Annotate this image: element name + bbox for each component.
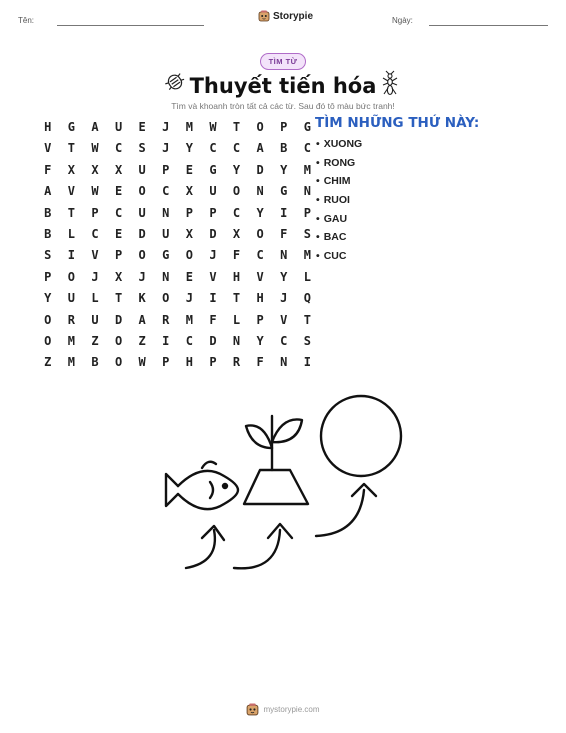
grid-letter[interactable]: U xyxy=(138,162,146,177)
grid-letter[interactable]: U xyxy=(67,291,75,306)
grid-letter[interactable]: T xyxy=(67,205,75,220)
date-line xyxy=(429,25,548,26)
grid-letter[interactable]: P xyxy=(185,205,193,220)
grid-letter[interactable]: H xyxy=(256,291,264,306)
arrow-1 xyxy=(186,530,215,568)
grid-letter[interactable]: S xyxy=(303,226,311,241)
word-text: RONG xyxy=(323,156,356,169)
bullet-icon: • xyxy=(316,175,320,188)
grid-letter[interactable]: Y xyxy=(280,269,288,284)
grid-letter[interactable]: U xyxy=(209,184,217,199)
grid-letter[interactable]: U xyxy=(91,312,99,327)
grid-letter[interactable]: D xyxy=(114,312,123,327)
grid-letter[interactable]: O xyxy=(67,269,75,284)
grid-letter[interactable]: I xyxy=(162,333,170,348)
grid-letter[interactable]: W xyxy=(91,184,99,199)
grid-letter[interactable]: W xyxy=(91,141,99,156)
grid-letter[interactable]: G xyxy=(162,248,170,263)
grid-letter[interactable]: R xyxy=(162,312,170,327)
grid-letter[interactable]: E xyxy=(138,120,146,134)
grid-letter[interactable]: M xyxy=(67,355,75,370)
grid-letter[interactable]: X xyxy=(232,226,241,241)
brand-logo xyxy=(258,10,313,22)
grid-letter[interactable]: N xyxy=(280,355,288,370)
grid-letter[interactable]: H xyxy=(44,120,52,134)
grid-letter[interactable]: C xyxy=(162,184,170,199)
grid-row xyxy=(36,267,319,288)
grid-letter[interactable]: C xyxy=(209,141,217,156)
grid-letter[interactable]: M xyxy=(303,248,311,263)
grid-letter[interactable]: N xyxy=(280,248,288,263)
bullet-icon: • xyxy=(316,212,320,225)
grid-letter[interactable]: R xyxy=(232,355,241,370)
word-list-title: TÌM NHỮNG THỨ NÀY: xyxy=(315,115,480,131)
grid-letter[interactable]: Y xyxy=(256,205,264,220)
grid-letter[interactable]: F xyxy=(209,312,217,327)
grid-letter[interactable]: J xyxy=(162,141,170,156)
grid-letter[interactable]: P xyxy=(114,248,123,263)
grid-letter[interactable]: F xyxy=(232,248,241,263)
grid-letter[interactable]: C xyxy=(114,205,123,220)
grid-letter[interactable]: I xyxy=(209,291,217,306)
grid-letter[interactable]: X xyxy=(114,269,123,284)
grid-letter[interactable]: A xyxy=(44,184,52,199)
grid-letter[interactable]: P xyxy=(162,162,170,177)
grid-letter[interactable]: C xyxy=(256,248,264,263)
grid-row xyxy=(36,203,319,224)
grid-letter[interactable]: H xyxy=(232,269,241,284)
evolution-illustration xyxy=(150,390,420,580)
grid-letter[interactable]: U xyxy=(162,226,170,241)
grid-letter[interactable]: N xyxy=(303,184,311,199)
grid-letter[interactable]: J xyxy=(91,269,99,284)
grid-letter[interactable]: Y xyxy=(232,162,241,177)
grid-letter[interactable]: A xyxy=(138,312,146,327)
grid-letter[interactable]: S xyxy=(44,248,52,263)
grid-letter[interactable]: Q xyxy=(303,291,311,306)
plant-drawing xyxy=(244,416,308,504)
grid-letter[interactable]: I xyxy=(303,355,311,370)
grid-row xyxy=(36,310,319,331)
grid-letter[interactable]: V xyxy=(256,269,264,284)
grid-letter[interactable]: B xyxy=(44,205,52,220)
brand-name: Storypie xyxy=(273,10,314,22)
bullet-icon: • xyxy=(316,138,320,150)
grid-row xyxy=(36,160,319,181)
word-text: BAC xyxy=(323,231,347,244)
grid-letter[interactable]: V xyxy=(91,248,99,263)
word-text: CUC xyxy=(323,250,347,263)
grid-letter[interactable]: N xyxy=(162,205,170,220)
grid-letter[interactable]: C xyxy=(185,333,193,348)
grid-letter[interactable]: O xyxy=(44,312,52,327)
word-list-item xyxy=(316,172,362,191)
grid-row xyxy=(36,331,319,352)
grid-letter[interactable]: O xyxy=(138,184,146,199)
grid-letter[interactable]: X xyxy=(114,162,123,177)
word-search-badge: TÌM TỪ xyxy=(260,53,306,70)
grid-letter[interactable]: V xyxy=(280,312,288,327)
grid-letter[interactable]: D xyxy=(209,333,217,348)
grid-letter[interactable]: U xyxy=(138,205,146,220)
word-list-item xyxy=(316,191,362,210)
grid-letter[interactable]: O xyxy=(138,248,146,263)
grid-row xyxy=(36,138,319,159)
grid-letter[interactable]: O xyxy=(256,226,264,241)
grid-letter[interactable]: C xyxy=(114,141,123,156)
grid-letter[interactable]: E xyxy=(114,226,123,241)
grid-letter[interactable]: X xyxy=(185,184,193,199)
grid-letter[interactable]: I xyxy=(67,248,75,263)
footer xyxy=(0,703,566,716)
grid-letter[interactable]: B xyxy=(44,226,52,241)
arrow-3 xyxy=(316,490,364,536)
instructions: Tìm và khoanh tròn tất cả các từ. Sau đó tô màu bức tranh! xyxy=(171,101,395,111)
grid-letter[interactable]: F xyxy=(256,355,264,370)
grid-letter[interactable]: G xyxy=(280,184,288,199)
grid-letter[interactable]: J xyxy=(162,120,170,134)
grid-letter[interactable]: G xyxy=(67,120,75,134)
grid-letter[interactable]: O xyxy=(232,184,241,199)
grid-letter[interactable]: O xyxy=(114,333,123,348)
grid-letter[interactable]: R xyxy=(67,312,75,327)
grid-letter[interactable]: I xyxy=(280,205,288,220)
grid-letter[interactable]: L xyxy=(91,291,99,306)
grid-letter[interactable]: N xyxy=(256,184,264,199)
bullet-icon: • xyxy=(316,194,320,207)
grid-letter[interactable]: F xyxy=(44,162,52,177)
word-list-item xyxy=(316,154,362,173)
grid-letter[interactable]: G xyxy=(303,120,311,134)
grid-letter[interactable]: T xyxy=(232,291,241,306)
grid-letter[interactable]: V xyxy=(44,141,52,156)
grid-letter[interactable]: D xyxy=(256,162,264,177)
grid-letter[interactable]: T xyxy=(232,120,241,134)
grid-letter[interactable]: D xyxy=(209,226,217,241)
grid-row xyxy=(36,288,319,309)
grid-letter[interactable]: P xyxy=(162,355,170,370)
grid-letter[interactable]: H xyxy=(185,355,193,370)
letter-grid[interactable] xyxy=(36,117,319,374)
storypie-footer-logo-icon xyxy=(246,703,259,716)
grid-letter[interactable]: O xyxy=(185,248,193,263)
circle-outline xyxy=(321,396,401,476)
grid-letter[interactable]: T xyxy=(303,312,311,327)
grid-row xyxy=(36,352,319,373)
grid-letter[interactable]: P xyxy=(209,205,217,220)
grid-letter[interactable]: J xyxy=(209,248,217,263)
insect-icon xyxy=(380,70,400,96)
grid-letter[interactable]: X xyxy=(91,162,99,177)
grid-letter[interactable]: V xyxy=(67,184,75,199)
grid-letter[interactable]: N xyxy=(232,333,241,348)
word-text: XUONG xyxy=(323,138,363,150)
date-label: Ngày: xyxy=(392,16,413,25)
grid-row xyxy=(36,224,319,245)
word-list-item xyxy=(316,228,362,247)
grid-letter[interactable]: O xyxy=(114,355,123,370)
grid-letter[interactable]: M xyxy=(185,120,193,134)
grid-letter[interactable]: S xyxy=(138,141,146,156)
grid-letter[interactable]: M xyxy=(185,312,193,327)
grid-letter[interactable]: O xyxy=(256,120,264,134)
grid-letter[interactable]: M xyxy=(67,333,75,348)
grid-letter[interactable]: A xyxy=(256,141,264,156)
grid-row xyxy=(36,181,319,202)
bullet-icon: • xyxy=(316,231,320,244)
grid-letter[interactable]: F xyxy=(280,226,288,241)
grid-letter[interactable]: L xyxy=(67,226,75,241)
name-label: Tên: xyxy=(18,16,35,25)
grid-letter[interactable]: E xyxy=(185,162,193,177)
grid-letter[interactable]: O xyxy=(44,333,52,348)
word-list xyxy=(316,135,362,266)
grid-letter[interactable]: Y xyxy=(44,291,52,306)
grid-letter[interactable]: Z xyxy=(44,355,52,370)
word-text: RUOI xyxy=(323,194,350,207)
grid-letter[interactable]: N xyxy=(162,269,170,284)
grid-row xyxy=(36,117,319,138)
grid-letter[interactable]: C xyxy=(232,205,241,220)
bullet-icon: • xyxy=(316,250,320,263)
fish-drawing xyxy=(166,462,238,509)
grid-letter[interactable]: C xyxy=(280,333,288,348)
grid-letter[interactable]: W xyxy=(138,355,146,370)
grid-letter[interactable]: M xyxy=(303,162,311,177)
grid-letter[interactable]: P xyxy=(280,120,288,134)
grid-letter[interactable]: E xyxy=(114,184,123,199)
grid-letter[interactable]: L xyxy=(232,312,241,327)
grid-letter[interactable]: P xyxy=(91,205,99,220)
grid-letter[interactable]: T xyxy=(114,291,123,306)
grid-letter[interactable]: K xyxy=(138,291,146,306)
grid-letter[interactable]: G xyxy=(209,162,217,177)
bullet-icon: • xyxy=(316,156,320,169)
grid-letter[interactable]: V xyxy=(209,269,217,284)
grid-letter[interactable]: P xyxy=(256,312,264,327)
page-title: Thuyết tiến hóa xyxy=(189,74,377,98)
arrow-2 xyxy=(234,530,280,568)
name-line xyxy=(57,25,204,26)
grid-letter[interactable]: P xyxy=(209,355,217,370)
grid-letter[interactable]: U xyxy=(114,120,123,134)
word-text: GAU xyxy=(323,212,348,225)
footer-url[interactable]: mystorypie.com xyxy=(263,705,320,714)
grid-letter[interactable]: D xyxy=(138,226,146,241)
grid-letter[interactable]: Y xyxy=(256,333,264,348)
grid-letter[interactable]: Y xyxy=(185,141,193,156)
word-list-item xyxy=(316,135,362,154)
grid-letter[interactable]: E xyxy=(185,269,193,284)
grid-letter[interactable]: L xyxy=(303,269,311,284)
grid-letter[interactable]: O xyxy=(162,291,170,306)
grid-letter[interactable]: P xyxy=(44,269,52,284)
word-list-item xyxy=(316,247,362,266)
grid-letter[interactable]: J xyxy=(185,291,193,306)
storypie-logo-icon xyxy=(258,10,270,22)
word-text: CHIM xyxy=(323,175,351,188)
grid-letter[interactable]: W xyxy=(209,120,217,134)
grid-letter[interactable]: C xyxy=(303,141,311,156)
grid-letter[interactable]: B xyxy=(280,141,288,156)
grid-letter[interactable]: A xyxy=(91,120,99,134)
grid-letter[interactable]: J xyxy=(280,291,288,306)
grid-letter[interactable]: X xyxy=(67,162,75,177)
grid-letter[interactable]: X xyxy=(185,226,193,241)
grid-letter[interactable]: J xyxy=(138,269,146,284)
grid-letter[interactable]: C xyxy=(91,226,99,241)
grid-letter[interactable]: Y xyxy=(280,162,288,177)
grid-letter[interactable]: S xyxy=(303,333,311,348)
grid-letter[interactable]: Z xyxy=(138,333,146,348)
grid-letter[interactable]: B xyxy=(91,355,99,370)
grid-letter[interactable]: C xyxy=(232,141,241,156)
grid-letter[interactable]: T xyxy=(67,141,75,156)
grid-letter[interactable]: P xyxy=(303,205,311,220)
word-list-item xyxy=(316,210,362,229)
grid-row xyxy=(36,245,319,266)
grid-letter[interactable]: Z xyxy=(91,333,99,348)
